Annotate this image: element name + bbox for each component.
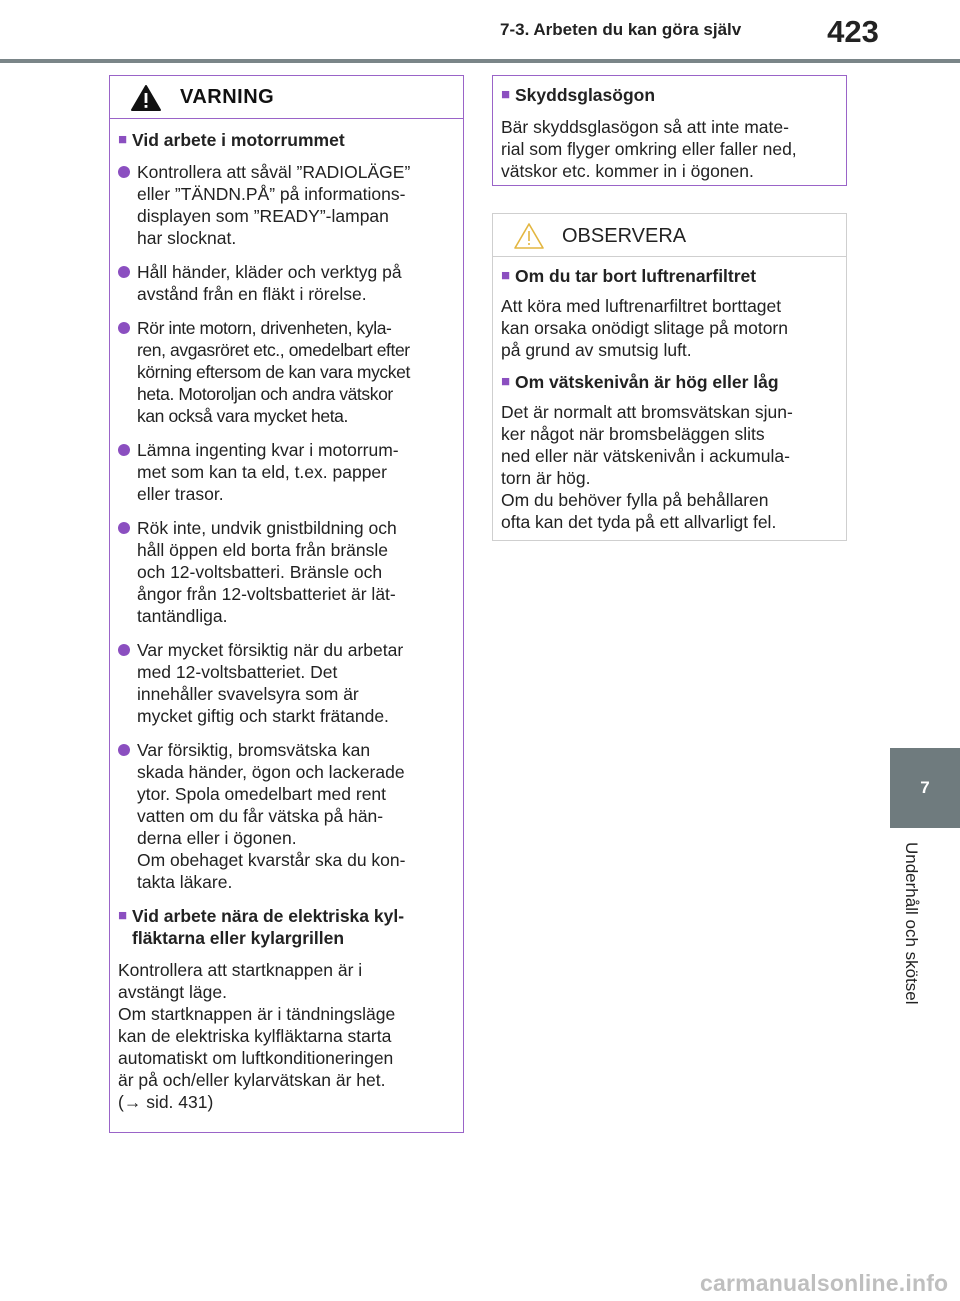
square-bullet-icon: ■ [501,86,511,103]
caution-triangle-icon [513,222,545,250]
round-bullet-icon [118,166,130,178]
paragraph: Bär skyddsglasögon så att inte mate- rial som flyger omkring eller faller ned, vätskor etc. kommer in i ögonen. [501,117,797,181]
subheading-text: Vid arbete nära de elektriska kyl- fläktarna eller kylargrillen [132,906,405,948]
list-item-text: Håll händer, kläder och verktyg på avstånd från en fläkt i rörelse. [137,262,402,304]
round-bullet-icon [118,444,130,456]
list-item-text: Var mycket försiktig när du arbetar med 12-voltsbatteriet. Det innehåller svavelsyra som är mycket giftig och starkt frätande. [137,640,404,726]
round-bullet-icon [118,322,130,334]
list-item-text: Lämna ingenting kvar i motorrum- met som kan ta eld, t.ex. papper eller trasor. [137,440,399,504]
notice-title: OBSERVERA [562,225,687,247]
warning-header [110,76,463,119]
warning-triangle-icon [130,84,162,112]
warning-box [109,75,464,1133]
warning-body [110,119,463,1113]
round-bullet-icon [118,744,130,756]
notice-box [492,213,847,541]
square-bullet-icon: ■ [501,373,511,390]
header-divider [0,59,960,63]
list-item [118,639,455,727]
subheading-text: Om du tar bort luftrenarfiltret [515,266,757,286]
notice-body [493,257,846,533]
list-item [118,739,455,893]
round-bullet-icon [118,522,130,534]
list-item-text: Rör inte motorn, drivenheten, kyla- ren, avgasröret etc., omedelbart efter körning eftersom de kan vara mycket heta. Motoroljan och andra vätskor kan också vara mycket heta. [137,318,410,426]
list-item [118,261,455,305]
list-item [118,317,455,427]
round-bullet-icon [118,644,130,656]
list-item-text: Rök inte, undvik gnistbildning och håll öppen eld borta från bränsle och 12-voltsbatteri. Bränsle och ångor från 12-voltsbatteriet är lät- tantändliga. [137,518,397,626]
notice-subheading-air-filter [501,265,838,287]
subheading-text: Skyddsglasögon [515,85,656,105]
square-bullet-icon: ■ [501,267,511,284]
watermark: carmanualsonline.info [700,1270,949,1296]
subheading-text: Om vätskenivån är hög eller låg [515,372,779,392]
notice-header [493,214,846,257]
warning-title: VARNING [180,86,275,108]
subheading-text: Vid arbete i motorrummet [132,130,345,150]
goggles-box [492,75,847,186]
list-item [118,161,455,249]
notice-subheading-fluid-level [501,371,838,393]
list-item [118,439,455,505]
goggles-body [493,76,846,182]
goggles-subheading [501,84,838,106]
warning-subheading-engine-bay [118,129,455,151]
page-number: 423 [827,14,879,49]
chapter-tab[interactable]: 7 [890,748,960,828]
warning-subheading-cooling-fans [118,905,455,949]
section-title: 7-3. Arbeten du kan göra själv [500,20,742,39]
square-bullet-icon: ■ [118,131,128,148]
chapter-label: Underhåll och skötsel [902,842,921,1005]
list-item-text: Var försiktig, bromsvätska kan skada händer, ögon och lackerade ytor. Spola omedelbart med rent vatten om du får vätska på hän- derna eller i ögonen. Om obehaget kvarstår ska du kon- takta läkare. [137,740,406,892]
paragraph: Det är normalt att bromsvätskan sjun- ker något när bromsbeläggen slits ned eller när vätskenivån i ackumula- torn är hög. Om du behöver fylla på behållaren ofta kan det tyda på ett allvarligt fel. [501,402,793,532]
paragraph: Att köra med luftrenarfiltret borttaget kan orsaka onödigt slitage på motorn på grund av smutsig luft. [501,296,788,360]
list-item [118,517,455,627]
round-bullet-icon [118,266,130,278]
list-item-text: Kontrollera att såväl ”RADIOLÄGE” eller ”TÄNDN.PÅ” på informations- displayen som ”READY”-lampan har slocknat. [137,162,411,248]
square-bullet-icon: ■ [118,907,128,924]
paragraph: Kontrollera att startknappen är i avstängt läge. Om startknappen är i tändningsläge kan de elektriska kylfläktarna starta automatiskt om luftkonditioneringen är på och/eller kylarvätskan är het. (→ sid. 431) [118,960,396,1112]
